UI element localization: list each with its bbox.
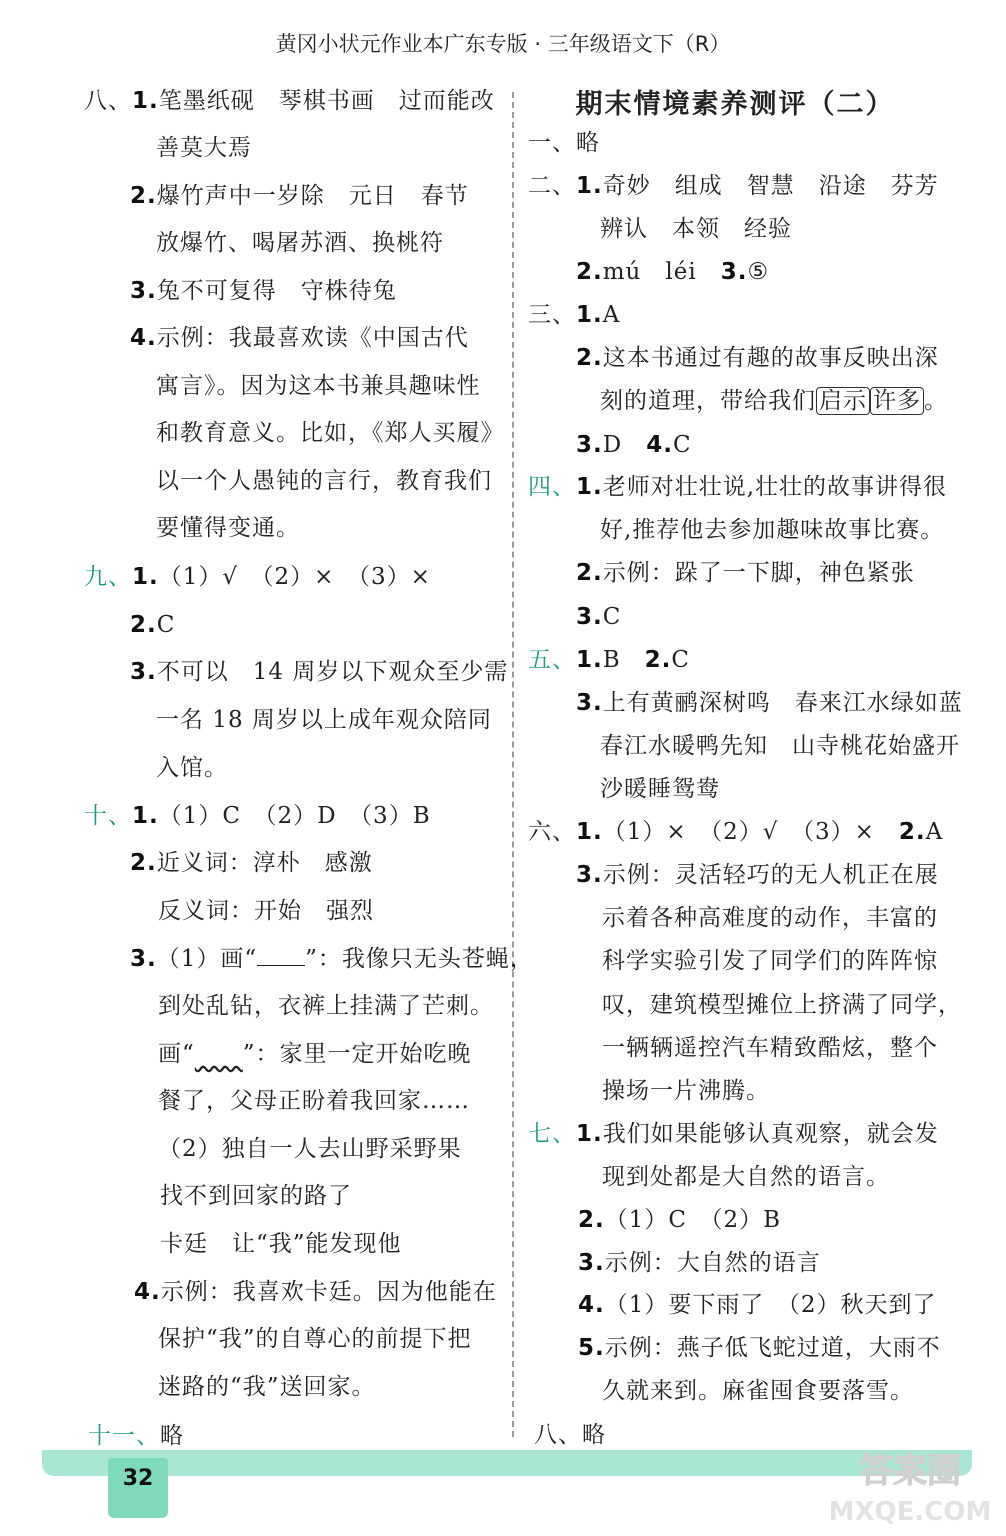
answer-line: 一名 18 周岁以上成年观众陪同 [156, 707, 492, 733]
answer-text: 示例：灵活轻巧的无人机正在展 [602, 862, 939, 888]
answer-text: 略 [582, 1422, 606, 1448]
question-number: 3. [130, 659, 157, 685]
answer-text: 刻的道理，带给我们 [600, 388, 816, 414]
answer-text: A [925, 819, 944, 845]
question-number: 2. [898, 819, 926, 845]
section-label: 十、 [84, 803, 132, 829]
answer-text: 奇妙 组成 智慧 沿途 芬芳 [602, 173, 939, 199]
answer-text: 这本书通过有趣的故事反映出深 [602, 345, 939, 371]
section-label: 五、 [528, 647, 576, 673]
question-number: 2. [576, 345, 603, 371]
answer-text: （1）× （2）√ （3）× [602, 819, 875, 845]
answer-line: 到处乱钻，衣裤上挂满了芒刺。 [158, 993, 494, 1019]
question-number: 3. [576, 862, 603, 888]
left-s9-q3 [130, 657, 508, 687]
left-s8-q4 [130, 323, 469, 353]
left-s9-q2 [130, 610, 175, 640]
answer-text: ”：家里一定开始吃晚 [242, 1041, 472, 1067]
answer-text: 略 [576, 130, 600, 156]
question-number: 2. [130, 850, 157, 876]
question-number: 1. [576, 474, 603, 500]
right-s4-q3 [576, 602, 621, 632]
answer-text: 画“ [158, 1041, 195, 1067]
question-number: 2. [644, 647, 672, 673]
answer-text: ⑤ [747, 259, 770, 285]
section-title: 期末情境素养测评（二） [575, 89, 895, 120]
right-s7-q1 [528, 1119, 939, 1149]
right-s7-q4 [578, 1290, 937, 1320]
left-s8-q3 [130, 276, 397, 306]
right-s4-q2 [576, 558, 915, 588]
answer-text: 示例：跺了一下脚，神色紧张 [602, 560, 915, 586]
answer-text: 略 [160, 1423, 184, 1449]
answer-line: 找不到回家的路了 [160, 1183, 352, 1209]
answer-text: C [672, 432, 692, 458]
answer-text: 。 [924, 388, 948, 414]
answer-line: 春江水暖鸭先知 山寺桃花始盛开 [600, 733, 960, 759]
question-number: 1. [576, 1121, 603, 1147]
answer-line: 善莫大焉 [156, 135, 252, 161]
answer-text: B [602, 647, 621, 673]
answer-text: （1）C （2）B [604, 1207, 782, 1233]
question-number: 3. [576, 432, 603, 458]
answer-text: A [602, 302, 621, 328]
question-number: 1. [576, 647, 603, 673]
answer-line: 迷路的“我”送回家。 [158, 1374, 376, 1400]
question-number: 2. [576, 560, 603, 586]
answer-line: 一辆辆遥控汽车精致酷炫，整个 [602, 1035, 938, 1061]
answer-text: C [602, 604, 622, 630]
question-number: 2. [130, 183, 157, 209]
answer-text: 近义词：淳朴 感激 [156, 850, 373, 876]
answer-text: 示例：大自然的语言 [604, 1250, 821, 1276]
right-s5-q1 [528, 645, 690, 675]
boxed-word: 启示 [816, 387, 870, 415]
left-s11 [88, 1421, 184, 1451]
watermark-logo [820, 1440, 1000, 1530]
answer-text: C [671, 647, 691, 673]
right-s8 [534, 1420, 606, 1450]
right-s7-q5 [578, 1333, 941, 1363]
question-number: 4. [130, 325, 157, 351]
question-number: 5. [578, 1335, 605, 1361]
question-number: 4. [134, 1279, 161, 1305]
answer-line: 沙暖睡鸳鸯 [600, 776, 720, 802]
answer-line: 现到处都是大自然的语言。 [602, 1164, 890, 1190]
answer-text: （1）画“ [156, 946, 258, 972]
section-label: 十一、 [88, 1423, 160, 1449]
answer-line: 示着各种高难度的动作，丰富的 [602, 905, 938, 931]
question-number: 3. [576, 690, 603, 716]
answer-line: 好,推荐他去参加趣味故事比赛。 [600, 517, 945, 543]
watermark-line2: MXQE.COM [828, 1497, 992, 1527]
answer-line: （2）独自一人去山野采野果 [158, 1136, 462, 1162]
right-s5-q3 [576, 688, 963, 718]
answer-text: （1）要下雨了 （2）秋天到了 [604, 1292, 937, 1318]
section-label: 一、 [528, 130, 576, 156]
answer-text: 不可以 14 周岁以下观众至少需 [156, 659, 509, 685]
question-number: 3. [578, 1250, 605, 1276]
left-s10-q4 [134, 1277, 497, 1307]
question-number: 1. [132, 564, 159, 590]
answer-line: 操场一片沸腾。 [602, 1078, 770, 1104]
answer-text: （1）√ （2）× （3）× [158, 564, 431, 590]
left-s10-q3-wavy [158, 1039, 472, 1069]
right-s3-q3 [576, 430, 692, 460]
left-s10-q3 [130, 944, 534, 974]
question-number: 2. [576, 259, 603, 285]
question-number: 1. [132, 88, 159, 114]
answer-text: 兔不可复得 守株待兔 [156, 278, 397, 304]
section-label: 四、 [528, 474, 576, 500]
section-label: 九、 [84, 564, 132, 590]
right-s3-q2 [576, 343, 939, 373]
section-label: 八、 [534, 1422, 582, 1448]
answer-text: D [602, 432, 623, 458]
answer-text: C [156, 612, 176, 638]
section-label: 八、 [84, 88, 132, 114]
answer-line: 科学实验引发了同学们的阵阵惊 [602, 948, 938, 974]
left-s8-q2 [130, 181, 469, 211]
answer-text: mú léi [602, 259, 697, 285]
left-s8-q1 [84, 86, 495, 116]
answer-line: 叹，建筑模型摊位上挤满了同学， [602, 992, 962, 1018]
question-number: 3. [720, 259, 748, 285]
section-label: 二、 [528, 173, 576, 199]
page-number: 32 [122, 1466, 154, 1491]
answer-line: 要懂得变通。 [156, 515, 300, 541]
answer-line: 保护“我”的自尊心的前提下把 [158, 1326, 472, 1352]
boxed-word: 许多 [870, 387, 924, 415]
answer-line: 寓言》。因为这本书兼具趣味性 [156, 373, 481, 399]
question-number: 3. [130, 946, 157, 972]
answer-line: 入馆。 [156, 755, 228, 781]
answer-text: 我们如果能够认真观察，就会发 [602, 1121, 939, 1147]
answer-line: 餐了，父母正盼着我回家…… [158, 1088, 470, 1114]
page-header: 黄冈小状元作业本广东专版 · 三年级语文下（R） [275, 32, 731, 56]
section-label: 七、 [528, 1121, 576, 1147]
right-s7-q3 [578, 1248, 821, 1278]
left-s9-q1 [84, 562, 431, 592]
question-number: 3. [576, 604, 603, 630]
right-s7-q2 [578, 1205, 781, 1235]
question-number: 4. [578, 1292, 605, 1318]
question-number: 4. [646, 432, 673, 458]
column-divider [512, 92, 514, 1437]
right-s6-q1 [528, 817, 943, 847]
left-s10-q2 [130, 848, 373, 878]
answer-line: 久就来到。麻雀囤食要落雪。 [602, 1378, 914, 1404]
right-s1 [528, 128, 600, 158]
right-s2-q1 [528, 171, 939, 201]
answer-text: 示例：燕子低飞蛇过道，大雨不 [604, 1335, 941, 1361]
answer-text: 爆竹声中一岁除 元日 春节 [156, 183, 469, 209]
question-number: 2. [130, 612, 157, 638]
answer-text: （1）C （2）D （3）B [158, 803, 431, 829]
answer-text: 示例：我最喜欢读《中国古代 [156, 325, 469, 351]
question-number: 1. [576, 819, 603, 845]
wavy-underline-sample [195, 1039, 243, 1061]
answer-line: 卡廷 让“我”能发现他 [160, 1231, 402, 1257]
left-s10-q1 [84, 801, 431, 831]
answer-text: ”：我像只无头苍蝇， [305, 946, 534, 972]
answer-text: 笔墨纸砚 琴棋书画 过而能改 [158, 88, 495, 114]
answer-text: 示例：我喜欢卡廷。因为他能在 [160, 1279, 497, 1305]
question-number: 1. [576, 173, 603, 199]
section-label: 六、 [528, 819, 576, 845]
question-number: 2. [578, 1207, 605, 1233]
answer-line: 反义词：开始 强烈 [158, 898, 374, 924]
answer-line: 放爆竹、喝屠苏酒、换桃符 [156, 230, 444, 256]
answer-line: 辨认 本领 经验 [600, 216, 792, 242]
right-s3-q1 [528, 300, 620, 330]
question-number: 1. [576, 302, 603, 328]
right-s3-q2-line2 [600, 386, 948, 416]
right-s6-q3 [576, 860, 939, 890]
answer-line: 和教育意义。比如，《郑人买履》 [156, 420, 505, 446]
answer-text: 上有黄鹂深树鸣 春来江水绿如蓝 [602, 690, 963, 716]
question-number: 1. [132, 803, 159, 829]
watermark-line1: 答案圈 [859, 1451, 961, 1491]
section-label: 三、 [528, 302, 576, 328]
right-s4-q1 [528, 472, 947, 502]
question-number: 3. [130, 278, 157, 304]
straight-underline-sample [257, 945, 305, 966]
right-s2-q2 [576, 257, 769, 287]
answer-text: 老师对壮壮说,壮壮的故事讲得很 [602, 474, 948, 500]
answer-line: 以一个人愚钝的言行，教育我们 [156, 468, 492, 494]
